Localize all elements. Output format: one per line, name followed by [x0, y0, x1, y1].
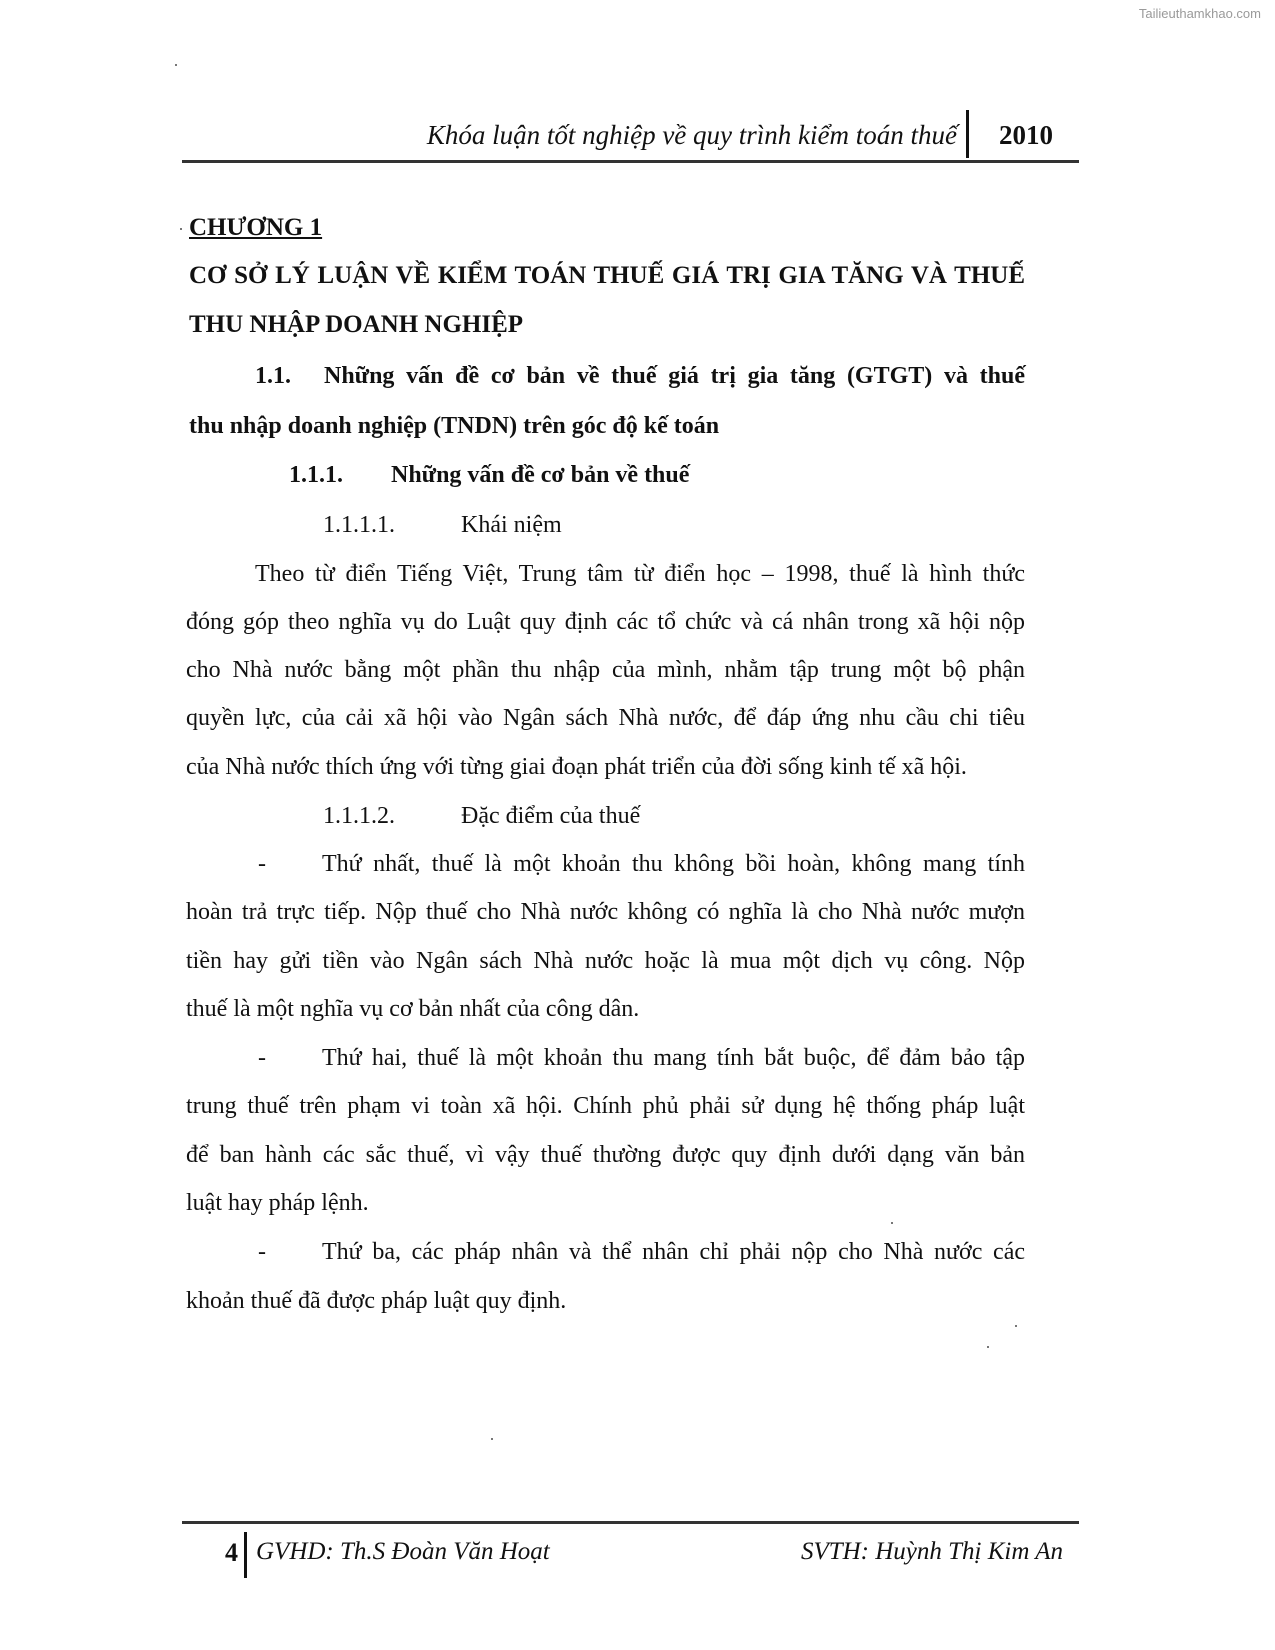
page-number: 4 [225, 1538, 238, 1567]
chapter-title-line2: THU NHẬP DOANH NGHIỆP [189, 311, 524, 338]
paragraph-line: đóng góp theo nghĩa vụ do Luật quy định các tổ chức và cá nhân trong xã hội nộp [186, 609, 1025, 635]
paragraph-line: của Nhà nước thích ứng với từng giai đoạn phát triển của đời sống kinh tế xã hội. [186, 754, 967, 780]
section-1-1-1-2-number: 1.1.1.2. [323, 803, 395, 829]
bullet-line: thuế là một nghĩa vụ cơ bản nhất của công dân. [186, 996, 640, 1022]
section-1-1-1-2-title: Đặc điểm của thuế [461, 803, 641, 829]
watermark: Tailieuthamkhao.com [1138, 6, 1261, 21]
scan-speck [1015, 1325, 1017, 1327]
bullet-first-line: Thứ ba, các pháp nhân và thể nhân chỉ phải nộp cho Nhà nước các [322, 1239, 1025, 1265]
footer-student: SVTH: Huỳnh Thị Kim An [800, 1538, 1063, 1565]
scan-speck [987, 1346, 989, 1348]
bullet-line: trung thuế trên phạm vi toàn xã hội. Chính phủ phải sử dụng hệ thống pháp luật [186, 1093, 1025, 1119]
section-1-1-1-1-title: Khái niệm [461, 512, 562, 538]
bullet-line: để ban hành các sắc thuế, vì vậy thuế thường được quy định dưới dạng văn bản [186, 1142, 1025, 1168]
bullet-first-line: Thứ hai, thuế là một khoản thu mang tính bắt buộc, để đảm bảo tập [322, 1045, 1025, 1071]
paragraph-line: Theo từ điển Tiếng Việt, Trung tâm từ điển học – 1998, thuế là hình thức [255, 561, 1025, 587]
scan-speck [180, 228, 182, 230]
chapter-title-line1: CƠ SỞ LÝ LUẬN VỀ KIỂM TOÁN THUẾ GIÁ TRỊ GIA TĂNG VÀ THUẾ [189, 262, 1025, 289]
bullet-line: tiền hay gửi tiền vào Ngân sách Nhà nước hoặc là mua một dịch vụ công. Nộp [186, 948, 1025, 974]
bullet-line: khoản thuế đã được pháp luật quy định. [186, 1288, 567, 1314]
bullet-line: hoàn trả trực tiếp. Nộp thuế cho Nhà nước không có nghĩa là cho Nhà nước mượn [186, 899, 1025, 925]
paragraph-line: quyền lực, của cải xã hội vào Ngân sách Nhà nước, để đáp ứng nhu cầu chi tiêu [186, 705, 1025, 731]
bullet-dash: - [258, 1045, 266, 1071]
chapter-label: CHƯƠNG 1 [189, 214, 323, 241]
scan-speck [175, 64, 177, 66]
header-title: Khóa luận tốt nghiệp về quy trình kiểm toán thuế [426, 120, 957, 150]
bullet-dash: - [258, 1239, 266, 1265]
bullet-first-line: Thứ nhất, thuế là một khoản thu không bồi hoàn, không mang tính [322, 851, 1025, 877]
section-1-1-1-number: 1.1.1. [289, 462, 343, 488]
bullet-dash: - [258, 851, 266, 877]
header-year: 2010 [999, 120, 1053, 150]
footer-supervisor: GVHD: Th.S Đoàn Văn Hoạt [256, 1538, 550, 1565]
paragraph-line: cho Nhà nước bằng một phần thu nhập của mình, nhằm tập trung một bộ phận [186, 657, 1025, 683]
header-divider [966, 110, 969, 158]
page-header [182, 104, 1079, 163]
bullet-line: luật hay pháp lệnh. [186, 1190, 369, 1216]
section-1-1-title-line2: thu nhập doanh nghiệp (TNDN) trên góc độ kế toán [189, 413, 720, 439]
scan-speck [491, 1438, 493, 1440]
scan-speck [891, 1222, 893, 1224]
section-1-1-1-1-number: 1.1.1.1. [323, 512, 395, 538]
section-1-1-title-line1: Những vấn đề cơ bản về thuế giá trị gia tăng (GTGT) và thuế [324, 363, 1025, 389]
section-1-1-1-title: Những vấn đề cơ bản về thuế [391, 462, 690, 488]
footer-divider [244, 1532, 247, 1578]
page-footer [182, 1521, 1079, 1584]
section-1-1-number: 1.1. [255, 363, 291, 389]
